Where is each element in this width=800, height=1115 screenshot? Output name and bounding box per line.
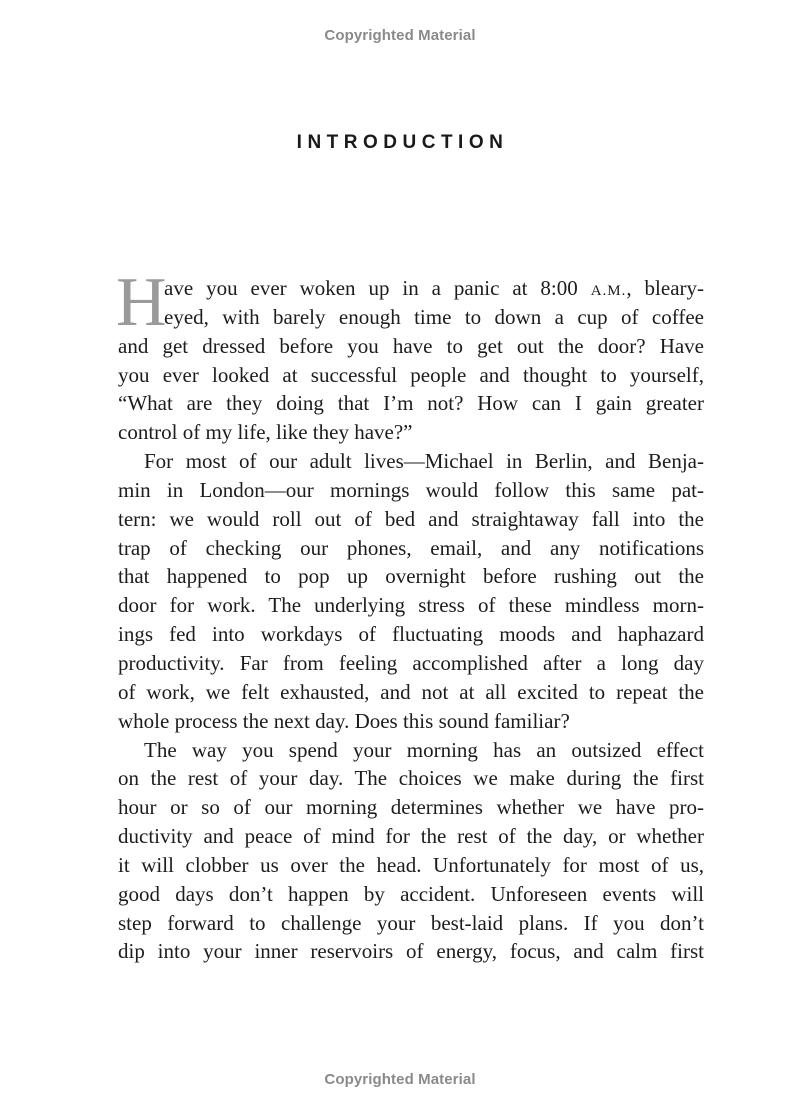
text-line: you ever looked at successful people and thought to yourself, — [118, 362, 704, 387]
watermark-bottom: Copyrighted Material — [324, 1071, 476, 1088]
chapter-title: INTRODUCTION — [296, 132, 509, 153]
text-line: door for work. The underlying stress of these mindless morn- — [118, 593, 704, 618]
text-line: and get dressed before you have to get out the door? Have — [118, 333, 704, 358]
text-line: ave you ever woken up in a panic at 8:00 A.M., bleary- — [164, 276, 705, 300]
text-line: dip into your inner reservoirs of energy, focus, and calm first — [118, 939, 704, 964]
body-text — [116, 264, 705, 966]
text-line: that happened to pop up overnight before rushing out the — [118, 564, 704, 589]
watermark-top: Copyrighted Material — [324, 27, 476, 44]
text-line: For most of our adult lives—Michael in Berlin, and Benja- — [144, 449, 704, 474]
text-line: on the rest of your day. The choices we make during the first — [118, 766, 704, 791]
text-line: trap of checking our phones, email, and any notifications — [118, 535, 704, 560]
text-line: ductivity and peace of mind for the rest of the day, or whether — [118, 824, 704, 849]
text-line: productivity. Far from feeling accomplished after a long day — [118, 650, 704, 675]
text-line: good days don’t happen by accident. Unforeseen events will — [118, 881, 704, 906]
text-line: ings fed into workdays of fluctuating moods and haphazard — [118, 622, 704, 647]
text-line: tern: we would roll out of bed and straightaway fall into the — [118, 506, 704, 531]
text-line: step forward to challenge your best-laid plans. If you don’t — [118, 910, 704, 935]
text-line: min in London—our mornings would follow this same pat- — [118, 477, 704, 502]
text-line: whole process the next day. Does this sound familiar? — [118, 708, 570, 733]
text-line: of work, we felt exhausted, and not at all excited to repeat the — [118, 679, 704, 704]
text-line: “What are they doing that I’m not? How can I gain greater — [118, 391, 704, 416]
text-line: The way you spend your morning has an outsized effect — [144, 737, 704, 762]
text-line: control of my life, like they have?” — [118, 420, 413, 445]
text-line: eyed, with barely enough time to down a cup of coffee — [164, 304, 704, 329]
drop-cap: H — [116, 264, 167, 341]
text-line: it will clobber us over the head. Unfortunately for most of us, — [118, 852, 704, 877]
text-line: hour or so of our morning determines whether we have pro- — [118, 795, 704, 820]
